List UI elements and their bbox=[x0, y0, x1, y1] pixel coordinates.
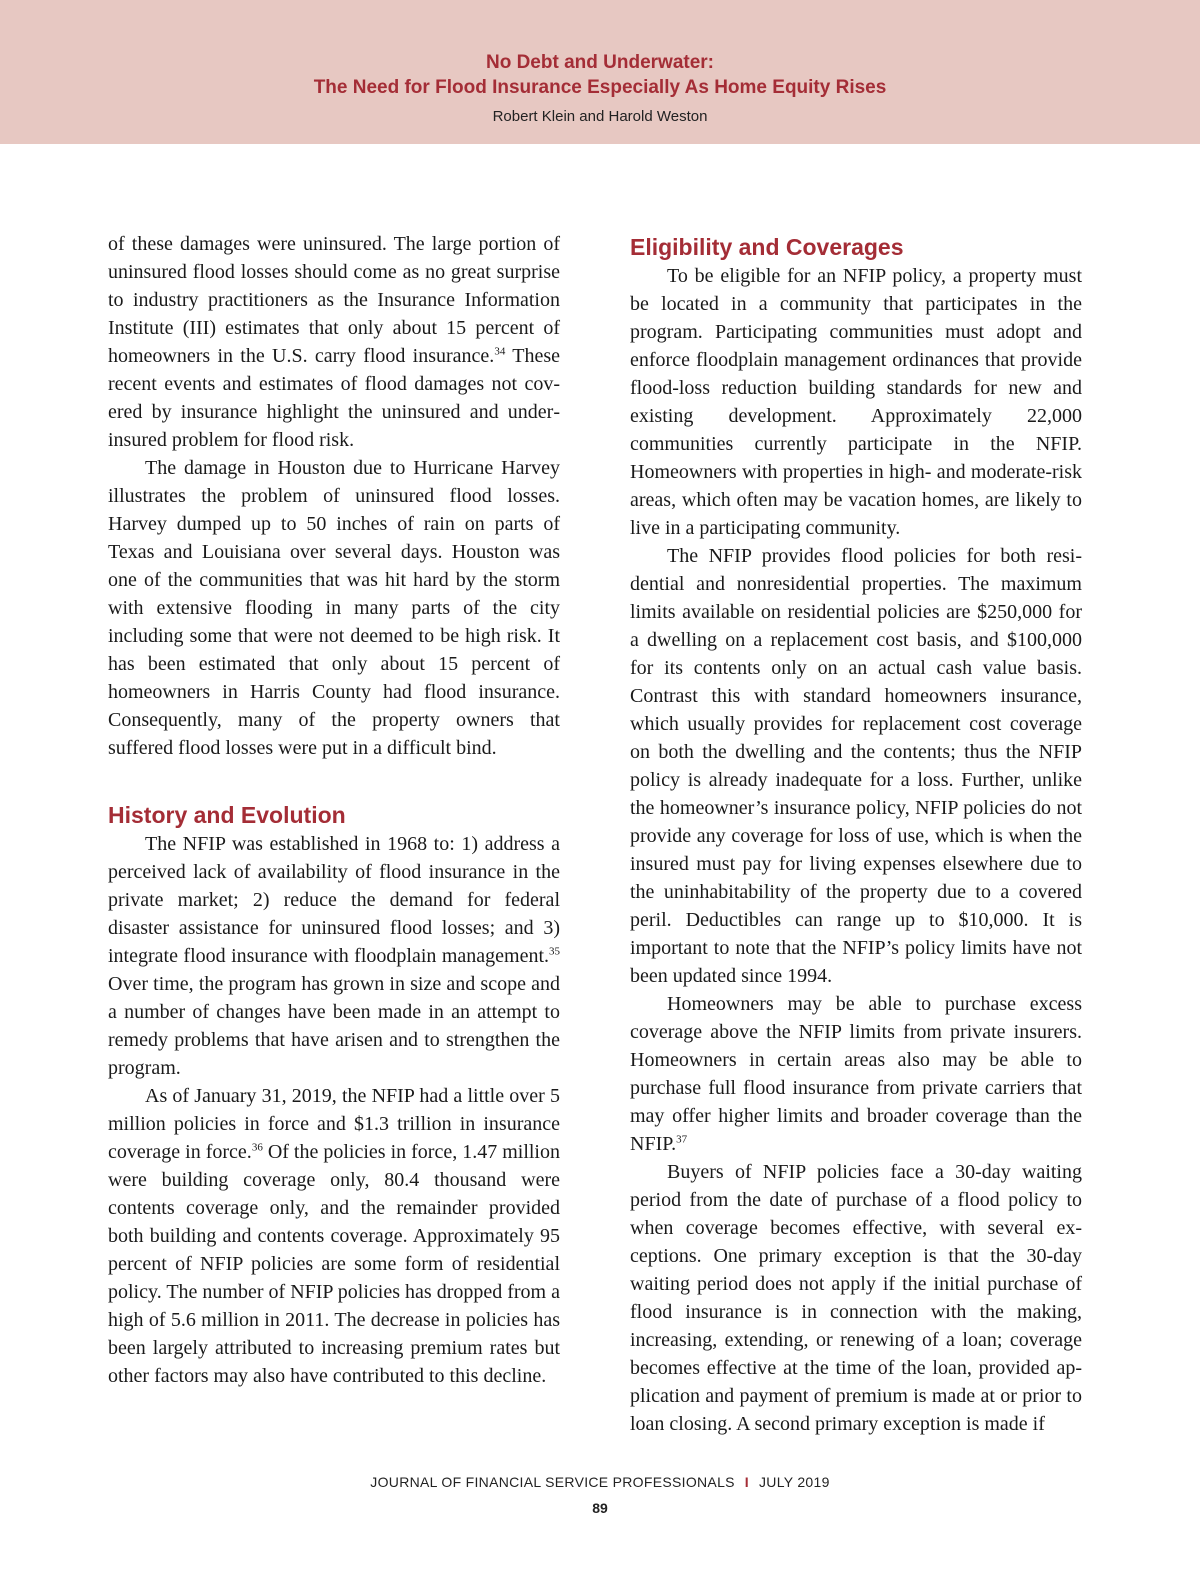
paragraph: The damage in Houston due to Hurricane Harvey illustrates the problem of uninsured flood losses. Harvey dumped up to 50 inches of rain on parts of Texas and Louisiana over several days. Houston was one of the communities that was hit hard by the storm with extensive flooding in many parts of the city including some that were not deemed to be high risk. It has been estimated that only about 15 percent of homeowners in Harris County had flood insurance. Consequently, many of the property owners that suffered flood losses were put in a difficult bind. bbox=[108, 457, 560, 759]
right-column bbox=[630, 230, 1082, 1438]
footer-separator: I bbox=[744, 1474, 749, 1490]
header-banner bbox=[0, 0, 1200, 144]
paragraph: The NFIP provides flood policies for both residential and nonresidential properties. The maximum limits available on residential policies are $250,000 for a dwelling on a replacement cost basis, and $100,000 for its contents only on an actual cash value basis. Contrast this with standard homeowners insurance, which usually provides for replacement cost coverage on both the dwelling and the contents; thus the NFIP policy is already inadequate for a loss. Further, unlike the homeowner’s insurance policy, NFIP policies do not provide any coverage for loss of use, which is when the insured must pay for living expenses elsewhere due to the uninhabitability of the property due to a covered peril. Deductibles can range up to $10,000. It is important to note that the NFIP’s policy limits have not been updated since 1994. bbox=[630, 545, 1082, 987]
article-title-line2: The Need for Flood Insurance Especially As Home Equity Rises bbox=[313, 77, 887, 98]
journal-name: JOURNAL OF FINANCIAL SERVICE PROFESSIONALS bbox=[370, 1474, 735, 1490]
footnote-ref: 34 bbox=[494, 345, 506, 358]
footnote-ref: 36 bbox=[251, 1141, 263, 1154]
article-title-line1: No Debt and Underwater: bbox=[485, 52, 715, 73]
issue-date: JULY 2019 bbox=[759, 1474, 830, 1490]
paragraph: of these damages were uninsured. The large portion of uninsured flood losses should come as no great surprise to industry practitioners as the Insurance Information Institute (III) estimates that only about 15 percent of homeowners in the U.S. carry flood insurance.$^{34}$ These recent events and estimates of flood damages not covered by insurance highlight the uninsured and underinsured problem for flood risk. bbox=[108, 233, 560, 451]
journal-footer bbox=[0, 1474, 1200, 1490]
section-heading-eligibility: Eligibility and Coverages bbox=[630, 234, 904, 260]
footnote-ref: 35 bbox=[549, 945, 560, 958]
paragraph: As of January 31, 2019, the NFIP had a little over 5 million policies in force and $1.3 trillion in insurance coverage in force.$^{36}$ Of the policies in force, 1.47 million were building coverage only, 80.4 thousand were contents coverage only, and the remainder provided both building and contents coverage. Approximately 95 percent of NFIP policies are some form of residential policy. The number of NFIP policies has dropped from a high of 5.6 million in 2011. The decrease in policies has been largely attributed to increasing premium rates but other factors may also have contributed to this decline. bbox=[108, 1085, 560, 1387]
page-number: 89 bbox=[592, 1500, 608, 1516]
paragraph: The NFIP was established in 1968 to: 1) address a perceived lack of availability of flood insurance in the private market; 2) reduce the demand for federal disaster assistance for uninsured flood losses; and 3) integrate flood insurance with floodplain management.$^{35}$ Over time, the program has grown in size and scope and a number of changes have been made in an attempt to remedy problems that have arisen and to strengthen the program. bbox=[108, 833, 560, 1079]
article-authors: Robert Klein and Harold Weston bbox=[492, 108, 708, 125]
paragraph: Homeowners may be able to purchase excess coverage above the NFIP limits from private insurers. Homeowners in certain areas also may be able to purchase full flood insurance from private carriers that may offer higher limits and broader coverage than the NFIP.$^{37}$ bbox=[630, 993, 1082, 1155]
section-heading-history: History and Evolution bbox=[108, 802, 346, 828]
paragraph: Buyers of NFIP policies face a 30-day waiting period from the date of purchase of a flood policy to when coverage becomes effective, with several exceptions. One primary exception is that the 30-day waiting period does not apply if the initial purchase of flood insurance is in connection with the making, increasing, extending, or renewing of a loan; coverage becomes effective at the time of the loan, provided application and payment of premium is made at or prior to loan closing. A second primary exception is made if bbox=[630, 1161, 1082, 1435]
left-column bbox=[108, 230, 560, 1390]
footnote-ref: 37 bbox=[676, 1133, 688, 1146]
paragraph: To be eligible for an NFIP policy, a property must be located in a community that participates in the program. Participating communities must adopt and enforce floodplain management ordinances that provide flood-loss reduction building standards for new and existing development. Approximately 22,000 communities currently participate in the NFIP. Homeowners with properties in high- and moderate-risk areas, which often may be vacation homes, are likely to live in a participating community. bbox=[630, 265, 1082, 539]
